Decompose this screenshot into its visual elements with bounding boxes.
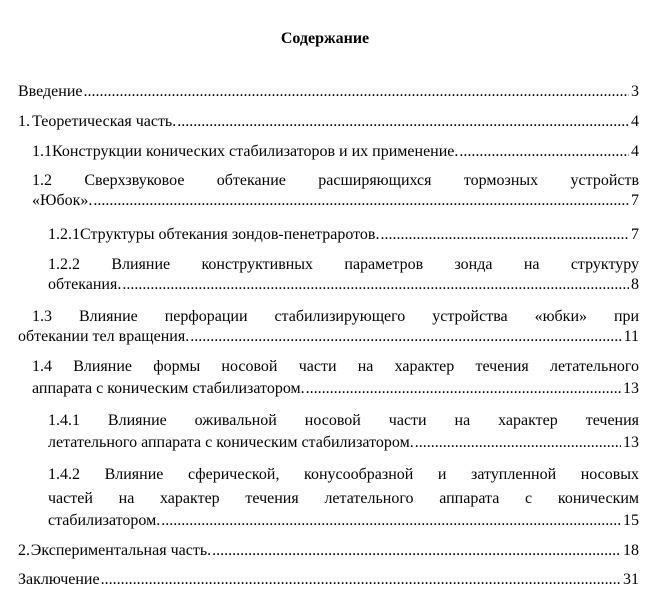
- toc-entry-line: частей на характер течения летательного аппарата с коническим: [48, 490, 640, 507]
- toc-page-number: 7: [631, 226, 639, 243]
- toc-entry-text: «Юбок».: [32, 192, 93, 209]
- toc-entry-conclusion[interactable]: [18, 570, 639, 589]
- toc-entry-text: аппарата с коническим стабилизатором.: [32, 380, 305, 397]
- toc-entry-text: стабилизатором.: [48, 512, 161, 529]
- toc-entry-number: 2.: [18, 542, 30, 559]
- toc-leader-dots: [177, 112, 629, 131]
- toc-leader-dots: [459, 142, 629, 161]
- toc-entry-line: 1.4.1 Влияние оживальной носовой части на характер течения: [48, 412, 640, 429]
- toc-leader-dots: [93, 191, 629, 210]
- toc-entry-line: 1.2 Сверхзвуковое обтекание расширяющихся тормозных устройств: [32, 172, 640, 189]
- toc-page-number: 11: [623, 328, 639, 345]
- toc-leader-dots: [101, 570, 621, 589]
- toc-entry-line: [32, 379, 639, 398]
- toc-leader-dots: [84, 82, 630, 101]
- toc-entry-text: Заключение: [18, 571, 100, 588]
- toc-entry-1[interactable]: [18, 112, 639, 131]
- toc-entry-line: [48, 275, 639, 294]
- toc-entry-line: 1.3 Влияние перфорации стабилизирующего устройства «юбки» при: [32, 308, 640, 325]
- toc-entry-text: Структуры обтекания зондов-пенетраротов.: [80, 226, 380, 243]
- toc-leader-dots: [415, 433, 621, 452]
- toc-page-number: 18: [623, 542, 639, 559]
- toc-entry-line: [48, 433, 639, 452]
- toc-entry-1-1[interactable]: [32, 142, 639, 161]
- toc-entry-text: Конструкции конических стабилизаторов и их применение.: [52, 143, 459, 160]
- toc-entry-number: 1.1: [32, 143, 52, 160]
- toc-page-number: 4: [631, 113, 639, 130]
- toc-page-number: 7: [631, 192, 639, 209]
- toc-entry-line: 1.4 Влияние формы носовой части на характер течения летательного: [32, 358, 640, 375]
- toc-entry-text: Экспериментальная часть.: [30, 542, 212, 559]
- toc-entry-line: [18, 327, 639, 346]
- toc-leader-dots: [380, 225, 629, 244]
- toc-leader-dots: [306, 379, 621, 398]
- toc-entry-text: Введение: [18, 83, 83, 100]
- toc-page-number: 3: [631, 83, 639, 100]
- toc-entry-text: обтекания.: [48, 276, 122, 293]
- toc-page-number: 31: [623, 571, 639, 588]
- toc-entry-number: 1.2.1: [48, 226, 80, 243]
- toc-page-number: 13: [623, 434, 639, 451]
- toc-page-number: 8: [631, 276, 639, 293]
- toc-page-number: 4: [631, 143, 639, 160]
- toc-leader-dots: [122, 275, 629, 294]
- toc-entry-1-2-1[interactable]: [48, 225, 639, 244]
- toc-entry-2[interactable]: [18, 541, 639, 560]
- toc-leader-dots: [161, 511, 621, 530]
- toc-entry-introduction[interactable]: [18, 82, 639, 101]
- toc-entry-line: [32, 191, 639, 210]
- toc-leader-dots: [212, 541, 621, 560]
- toc-entry-line: 1.4.2 Влияние сферической, конусообразной и затупленной носовых: [48, 466, 640, 483]
- toc-entry-text: обтекании тел вращения.: [18, 328, 190, 345]
- toc-page-number: 13: [623, 380, 639, 397]
- toc-entry-number: 1.: [18, 113, 30, 130]
- toc-entry-line: [48, 511, 639, 530]
- page-title: Содержание: [280, 30, 370, 47]
- toc-entry-text: летательного аппарата с коническим стабилизатором.: [48, 434, 414, 451]
- toc-entry-line: 1.2.2 Влияние конструктивных параметров зонда на структуру: [48, 256, 640, 273]
- toc-leader-dots: [190, 327, 621, 346]
- toc-entry-text: Теоретическая часть.: [32, 113, 177, 130]
- toc-page-number: 15: [623, 512, 639, 529]
